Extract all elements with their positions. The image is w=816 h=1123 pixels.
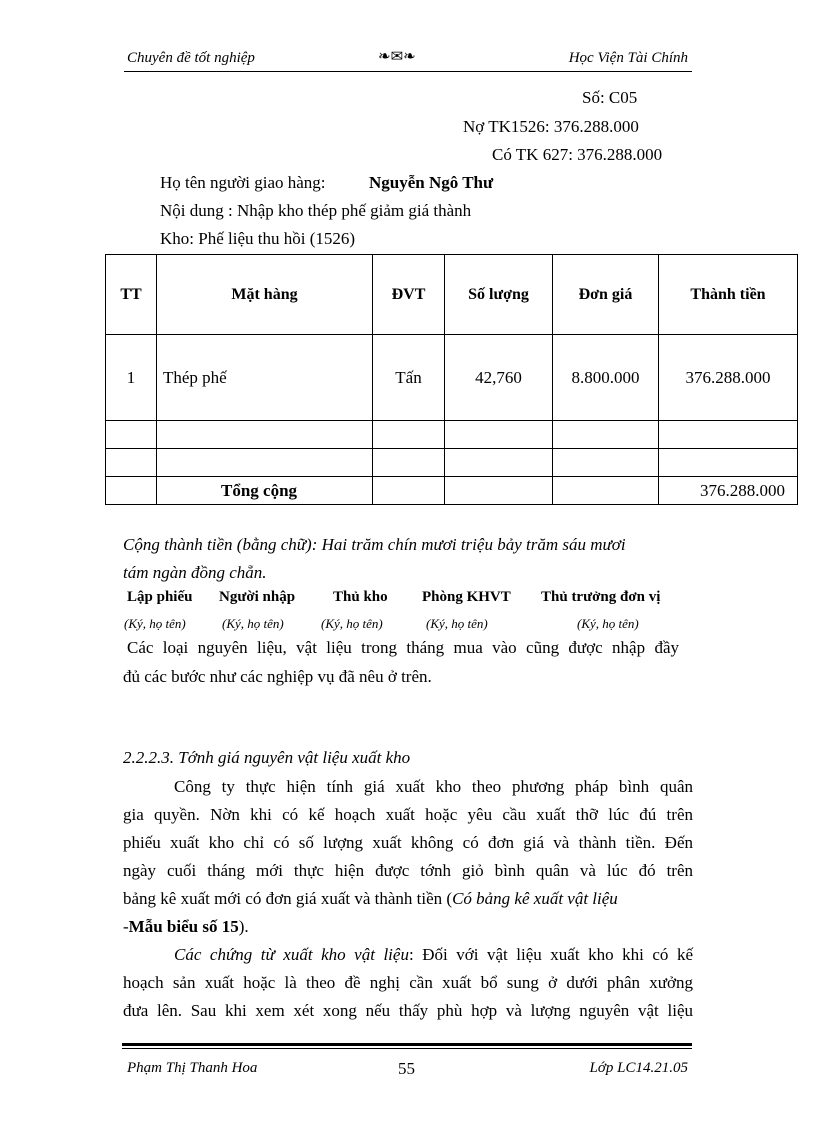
table-row (106, 335, 798, 421)
body-p3-line3: đưa lên. Sau khi xem xét xong nếu thấy phù hợp và lượng nguyên vật liệu (123, 1001, 693, 1020)
footer-left: Phạm Thị Thanh Hoa (127, 1060, 258, 1076)
sig-role-receiver: Người nhập (219, 589, 296, 605)
voucher-content: Nội dung : Nhập kho thép phế giảm giá thành (160, 201, 472, 220)
col-header-tt: TT (106, 255, 157, 335)
voucher-credit: Có TK 627: 376.288.000 (492, 145, 663, 164)
col-header-unit: ĐVT (373, 255, 445, 335)
col-header-amount: Thành tiền (659, 255, 798, 335)
deliverer-label: Họ tên người giao hàng: (160, 173, 326, 192)
footer-rule-thick (122, 1043, 692, 1046)
cell-unit: Tấn (373, 335, 445, 421)
amount-words-line2: tám ngàn đồng chẵn. (123, 563, 267, 582)
sig-note: (Ký, họ tên) (321, 616, 383, 631)
amount-words-line1: Cộng thành tiền (bằng chữ): Hai trăm chín mươi triệu bảy trăm sáu mươi (123, 535, 626, 554)
voucher-debit: Nợ TK1526: 376.288.000 (463, 117, 639, 136)
body-p2-line6-end: ). (238, 917, 249, 936)
voucher-table (105, 254, 798, 505)
total-value: 376.288.000 (659, 477, 798, 505)
body-p2-line4: ngày cuối tháng mới thực hiện được tớnh giỏ bình quân và lúc đó trên (123, 861, 693, 880)
footer-rule-thin (122, 1048, 692, 1049)
table-total-row (106, 477, 798, 505)
voucher-warehouse: Kho: Phế liệu thu hồi (1526) (160, 229, 356, 248)
body-p2-line5-italic: Có bảng kê xuất vật liệu (452, 889, 618, 908)
sig-role-director: Thủ trưởng đơn vị (541, 589, 661, 605)
sig-note: (Ký, họ tên) (426, 616, 488, 631)
body-p2-line1: Công ty thực hiện tính giá xuất kho theo phương pháp bình quân (174, 777, 693, 796)
voucher-number: Số: C05 (582, 88, 638, 107)
body-p3-line1 (174, 945, 693, 965)
body-p1-line2: đủ các bước như các nghiệp vụ đã nêu ở trên. (123, 667, 432, 686)
body-p3-lead: Các chứng từ xuất kho vật liệu (174, 945, 409, 964)
col-header-quantity: Số lượng (445, 255, 553, 335)
sig-note: (Ký, họ tên) (577, 616, 639, 631)
body-p2-line6-dash: - (123, 917, 129, 936)
body-p2-line2: gia quyền. Nờn khi có kế hoạch xuất hoặc yêu cầu xuất thỡ lúc đú trên (123, 805, 693, 824)
sig-note: (Ký, họ tên) (124, 616, 186, 631)
sig-note: (Ký, họ tên) (222, 616, 284, 631)
header-right: Học Viện Tài Chính (568, 50, 688, 66)
table-empty-row (106, 449, 798, 477)
header-ornament-icon: ❧✉❧ (378, 47, 416, 65)
body-p3-line2: hoạch sản xuất hoặc là theo đề nghị cần xuất bổ sung ở dưới phân xưởng (123, 973, 693, 992)
sig-role-storekeeper: Thủ kho (333, 589, 388, 605)
cell-quantity: 42,760 (445, 335, 553, 421)
table-empty-row (106, 421, 798, 449)
header-rule (124, 71, 692, 72)
section-title: 2.2.2.3. Tớnh giá nguyên vật liệu xuất kho (123, 748, 411, 767)
body-p3-line1-text: : Đối với vật liệu xuất kho khi có kế (408, 945, 693, 964)
body-p2-line6-bold: Mẫu biểu số 15 (128, 917, 239, 936)
body-p1-line1: Các loại nguyên liệu, vật liệu trong tháng mua vào cũng được nhập đầy (127, 638, 679, 657)
cell-item: Thép phế (157, 335, 373, 421)
total-label: Tổng cộng (157, 477, 373, 505)
sig-role-preparer: Lập phiếu (127, 589, 193, 605)
col-header-item: Mặt hàng (157, 255, 373, 335)
cell-amount: 376.288.000 (659, 335, 798, 421)
cell-tt: 1 (106, 335, 157, 421)
body-p2-line5-text: bảng kê xuất mới có đơn giá xuất và thành tiền ( (123, 889, 453, 908)
body-p2-line5 (123, 889, 618, 909)
deliverer-name: Nguyễn Ngô Thư (369, 173, 494, 192)
page-number: 55 (398, 1059, 415, 1078)
col-header-unit-price: Đơn giá (553, 255, 659, 335)
table-header-row (106, 255, 798, 335)
footer-right: Lớp LC14.21.05 (589, 1060, 688, 1076)
header-left: Chuyên đề tốt nghiệp (127, 50, 255, 66)
cell-unit-price: 8.800.000 (553, 335, 659, 421)
body-p2-line3: phiếu xuất kho chỉ có số lượng xuất không có đơn giá và thành tiền. Đến (123, 833, 693, 852)
body-p2-line6 (123, 917, 249, 937)
sig-role-planning: Phòng KHVT (422, 589, 511, 605)
